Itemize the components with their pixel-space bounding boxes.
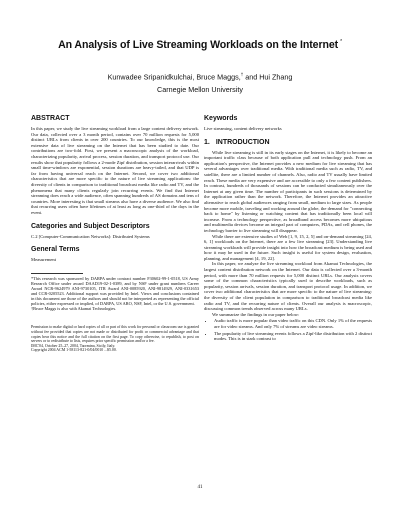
author-footnote-mark: † (240, 72, 244, 77)
intro-paragraph-2: While there are extensive studies of Web [1, 9, 15, 2, 5] and on-demand streaming [24, 6, 1] workloads on the Internet, there are a few live streaming [23]. Understanding live streaming workloads will provide insight into how the broadcast medium is being used and how it may be used in the future. Such insight is useful for system design, evaluation, planning, and management [4, 19, 22]. (204, 233, 372, 261)
copyright-line: Copyright 2004 ACM 1-58113-821-0/04/0010 ...$5.00. (31, 348, 117, 353)
introduction-heading (204, 138, 372, 147)
general-terms-text: Measurement (31, 257, 57, 263)
section-number: 1. (204, 138, 210, 146)
conference-line: IMC'04, October 25–27, 2004, Taormina, Sicily, Italy. (31, 343, 116, 348)
categories-text: C.2 [Computer-Communication Networks]: Distributed Systems (31, 233, 150, 239)
page-number: 41 (197, 485, 203, 490)
affiliation: Carnegie Mellon University (157, 85, 243, 94)
authors-text: Kunwadee Sripanidkulchai, Bruce Maggs, (107, 72, 241, 82)
right-column (204, 114, 372, 343)
abstract-heading: ABSTRACT (31, 115, 70, 122)
keywords-heading: Keywords (204, 115, 238, 122)
intro-paragraph-4: We summarize the findings in our paper below: (212, 311, 300, 317)
intro-paragraph-1: While live streaming is still in its early stages on the Internet, it is likely to become an important traffic class because of both application pull and technology push. From an application's perspective, the Internet provides a new medium for live streaming that has several advantages over traditional media. With traditional media such as radio, TV, and satellite, there are a limited number of channels. Also, radio and TV usually have limited reach. These media are very expensive and are accessible to only a few content publishers. In contrast, hundreds of thousands of sessions can be conducted simultaneously over the Internet at any given time. The number of participants in such sessions is determined by the application rather than the network. Therefore, the Internet provides an attractive alternative to reach global audiences ranging from small, medium to large sizes. As people become more mobile, traveling and working around the globe, the demand for "connecting back to home" by listening or watching content that has traditionally been local will increase. From a technology perspective, as broadband access becomes more ubiquitous and multimedia devices become an integral part of computers, PDAs, and cell phones, the technology barrier to live streaming will disappear. (204, 149, 372, 233)
finding-item: • Audio traffic is more popular than video traffic on this CDN. Only 1% of the requests are for video streams. And only 7% of streams are video streams. (214, 318, 372, 329)
footnote-affiliation: †Bruce Maggs is also with Akamai Technologies. (31, 306, 117, 312)
findings-list (204, 318, 372, 341)
abstract-text: In this paper, we study the live streaming workload from a large content delivery network. Our data, collected over a 3 month period, contains over 70 million requests for 5,000 distinct URLs from clients in over 200 countries. To our knowledge, this is the most extensive data of live streaming on the Internet that has been studied to date. Our contributions are two-fold. First, we present a macroscopic analysis of the workload, characterizing popularity, arrival process, session duration, and transport protocol use. Our results show that popularity follows a 2-mode Zipf distribution, session interarrivals within small time-windows are exponential, session durations are heavy-tailed, and that UDP is far from having universal reach on the Internet. Second, we cover two additional characteristics that are more specific to the nature of live streaming applications: the diversity of clients in comparison to traditional broadcast media like radio and TV, and the phenomena that many clients regularly join recurring events. We find that Internet streaming does reach a wide audience, often spanning hundreds of AS domains and tens of countries. More interesting is that small streams also have a diverse audience. We also find that recurring users often have lifetimes of at least as long as one-third of the days in the event. (31, 126, 199, 215)
finding-item: • The popularity of live streaming events follows a Zipf-like distribution with 2 distinct modes. This is in stark contrast to (214, 331, 372, 342)
left-column (31, 114, 199, 353)
keywords-text: Live streaming, content delivery networks (204, 126, 282, 131)
permission-block (31, 325, 199, 353)
footnotes (31, 273, 199, 312)
paper-title (0, 39, 400, 51)
footnote-rule (31, 273, 83, 274)
general-terms-heading: General Terms (31, 246, 80, 254)
author-list (0, 72, 400, 81)
title-footnote-mark: * (340, 39, 342, 46)
categories-heading: Categories and Subject Descriptors (31, 222, 150, 230)
authors-tail: and Hui Zhang (243, 72, 293, 82)
permission-text: Permission to make digital or hard copies of all or part of this work for personal or classroom use is granted without fee provided that copies are not made or distributed for profit or commercial advantage and that copies bear this notice and the full citation on the first page. To copy otherwise, to republish, to post on servers or to redistribute to lists, requires prior specific permission and/or a fee. (31, 325, 199, 344)
intro-paragraph-3: In this paper, we analyze the live streaming workload from Akamai Technologies, the largest content distribution network on the Internet. Our data is collected over a 3-month period, with more than 70 million requests for 5,000 distinct URLs. Our analysis covers some of the common characteristics typically used to describe workloads, such as popularity, session arrivals, session duration, and transport protocol usage. In addition, we cover two additional characteristics that are more specific to the nature of live streaming: the diversity of the client population in comparison to traditional broadcast media like radio and TV, and the recurring nature of clients. Overall our analysis is macroscopic, discussing common trends observed across many URLs. (204, 261, 372, 312)
footnote-funding: *This research was sponsored by DARPA under contract number F30602-99-1-0518, US Army Research Office under award DAAD19-02-1-0389, and by NSF under grant numbers Career Award NCR-9624979 ANI-9730105, ITR Award ANI-0085920, ANI-9814929, ANI-0331653 and CCR-0205523. Additional support was provided by Intel. Views and conclusions contained in this document are those of the authors and should not be interpreted as representing the official policies, either expressed or implied, of DARPA, US ARO, NSF, Intel, or the U.S. government. (31, 275, 199, 307)
section-title: INTRODUCTION (215, 138, 270, 146)
paper-title-text: An Analysis of Live Streaming Workloads on the Internet (58, 39, 339, 51)
